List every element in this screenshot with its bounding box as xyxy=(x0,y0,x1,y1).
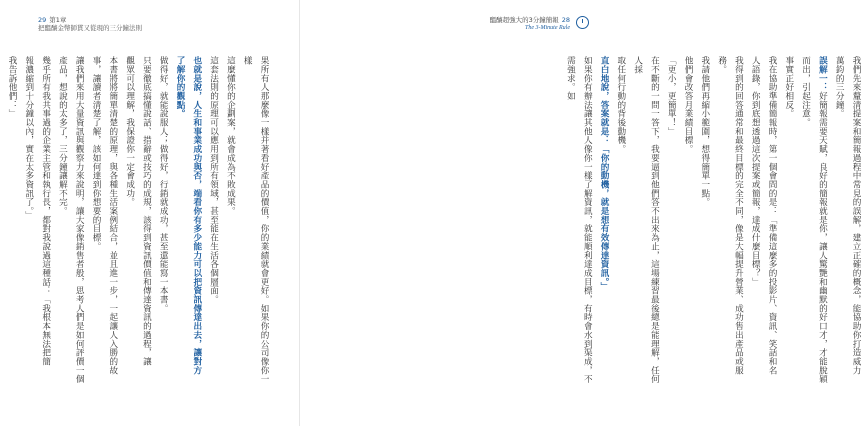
left-paragraph: 這麼懂你的企劃案，就會成為不敗成果。 xyxy=(225,56,236,216)
left-body-text xyxy=(7,56,272,386)
right-paragraph: 如果你有辦法讓其他人像你一樣了解資訊，就能順利達成目標，有時會水到渠成，不需強求。如 xyxy=(565,56,593,384)
right-page xyxy=(300,0,861,426)
left-page xyxy=(0,0,300,426)
left-paragraph: 我告訴他們：」 xyxy=(7,56,18,118)
right-paragraph: 他們會改答月業績目標。 xyxy=(683,56,694,154)
left-paragraph: 做得好，就能說服人；做得好，行銷就成功，甚至還能寫一本書。 xyxy=(158,56,169,313)
left-paragraph: 果所有人那麼像一樣并著看好產品的價值，你的業績就會更好。如果你的公司像你一樣 xyxy=(242,56,269,384)
left-paragraph: 觀眾可以理解，我保證你一定會成功。 xyxy=(124,56,135,207)
left-paragraph: 事，讓讀者清楚了解，該如何達到你想要的目標。 xyxy=(91,56,102,251)
right-paragraph: 人語錄，你到底想透過這次提案或簡報，達成什麼目標？」 xyxy=(750,56,761,287)
running-title-en: The 3-Minute Rule xyxy=(525,25,570,31)
left-paragraph: 只要徹底搞懂說話、措辭或技巧的成規，該得到資訊價值和傳達資訊的過程，讓 xyxy=(141,56,152,366)
left-paragraph: 這套法則的原理可以應用到所有領域，甚至能在生活各個層面。 xyxy=(208,56,219,304)
chapter-subtitle: 把醞釀金幣師貫又從現的三分鐘法則 xyxy=(38,24,142,32)
left-paragraph: 報濃縮到十分鐘以內，實在太多資訊了。」 xyxy=(23,56,34,220)
right-paragraph: 在不斷的一問一答下，我要逼到他們答不出來為止，這場練習最後總是能理解，任何人採 xyxy=(632,56,660,384)
left-page-number: 29 xyxy=(38,16,47,24)
left-paragraph: 幾乎所有我共事過的企業主管和執行長，都對我說過這種話：「我根本無法把簡 xyxy=(40,56,51,366)
running-title: 醞釀超強大的3分鐘簡報 xyxy=(489,16,559,24)
right-paragraph-emphasis: 誤解一： xyxy=(817,56,828,92)
left-paragraph: 讓我們來用大量資訊與觀察力來說明，讓大家像銷售者般，思考人們是如何評價一個產品，想說的太多了，三分鐘讓解不完。 xyxy=(57,56,85,384)
right-paragraph: 我在協助準備簡報時，第一個會問的是：「準備這麼多的投影片、資訊、笑話和名 xyxy=(767,56,778,375)
right-paragraph: 萬鈞的三分鐘。 xyxy=(834,56,845,118)
right-paragraph: 直白地說，答案就是：「你的動機，就是想有效傳達資訊。」 xyxy=(599,56,610,291)
left-paragraph: 本書將將簡單清楚的原理，與各種生活案例結合，並且進一步，一起讓人入勝的故 xyxy=(107,56,118,375)
left-paragraph: 了解你的觀點。 xyxy=(175,56,186,118)
right-paragraph: 我們先來釐清提案和簡報過程中常見的誤解，建立正確的概念，能協助你打造威力 xyxy=(851,56,861,375)
right-body-text xyxy=(565,56,864,386)
right-running-header xyxy=(490,16,570,32)
clock-icon xyxy=(576,16,589,29)
right-page-number: 28 xyxy=(561,16,570,24)
right-paragraph: 我請他們再縮小範圍，想得簡單一點。 xyxy=(699,56,710,207)
right-paragraph: 取任何行動的背後動機。 xyxy=(615,56,626,154)
right-paragraph: 誤解一：好簡報需要天賦，良好的簡報就是你，讓人驚艷和幽默的好口才，才能脫穎而出，引起注意。 xyxy=(800,56,828,384)
right-paragraph: 事實正好相反。 xyxy=(783,56,794,118)
chapter-label: 第1章 xyxy=(49,16,67,24)
left-paragraph: 也就是說，人生和事業成功與否，端看你有多少能力可以把資訊傳達出去，讓對方 xyxy=(191,56,202,375)
left-running-header xyxy=(38,16,142,32)
right-paragraph: 「更小，更簡單！」 xyxy=(666,56,677,136)
right-paragraph: 我得到的回答通常和最終目標的完全不同，像是大幅提升營業、成功售出產品或服務。 xyxy=(716,56,744,375)
